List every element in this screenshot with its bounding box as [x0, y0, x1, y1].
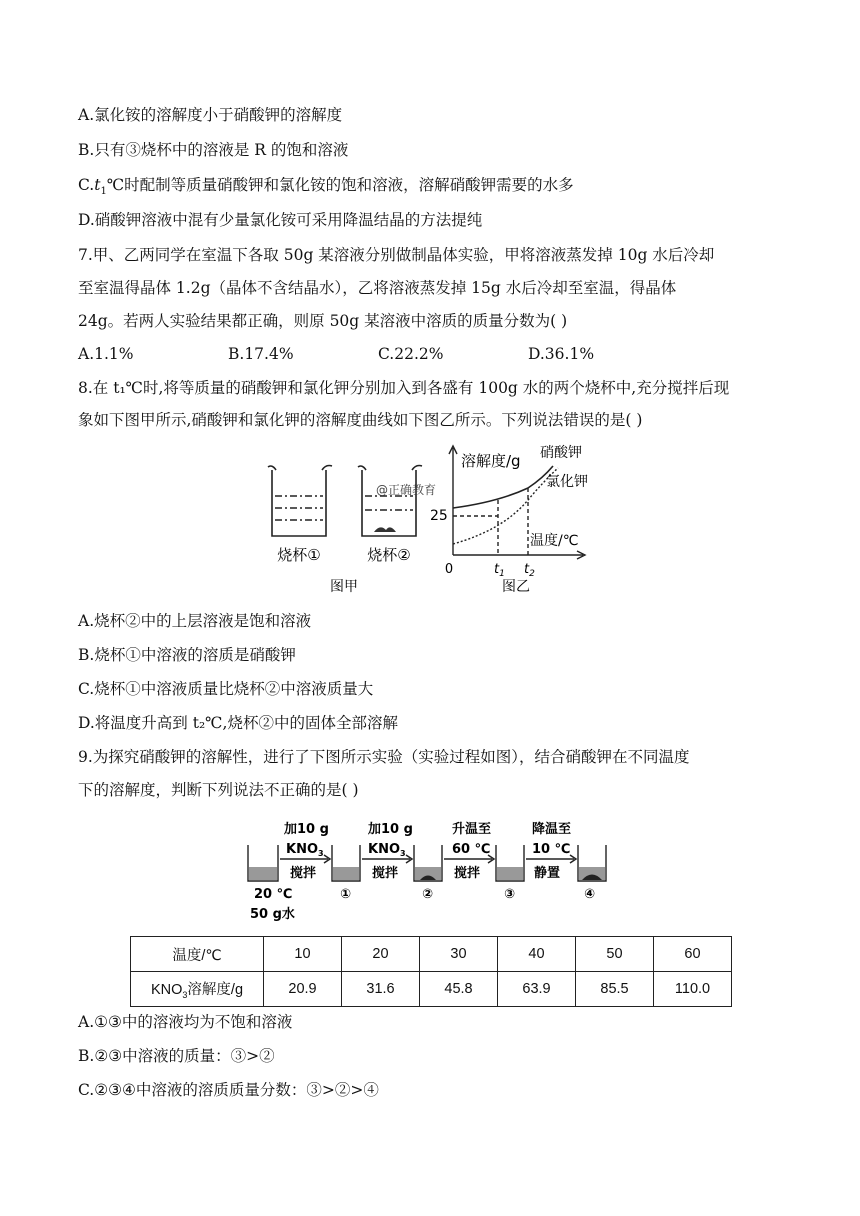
graph-origin: 0	[444, 562, 454, 577]
beaker-1-drawing	[268, 466, 332, 537]
q7-option-a: A.1.1%	[78, 345, 134, 363]
q8-figure	[258, 440, 608, 600]
curve-label-kcl: 氯化钾	[546, 474, 588, 490]
table-cell: 20	[342, 937, 420, 972]
q6-option-b: B.只有③烧杯中的溶液是 R 的饱和溶液	[78, 141, 349, 159]
step2-stir: 搅拌	[372, 866, 399, 881]
table-cell: 30	[420, 937, 498, 972]
step3-stir: 搅拌	[454, 866, 481, 881]
beaker-2-drawing	[358, 466, 422, 537]
watermark: @正确教育	[376, 483, 437, 497]
beaker-number-3: ③	[504, 887, 516, 902]
step3-temp: 60 ℃	[452, 842, 491, 857]
table-cell: 10	[264, 937, 342, 972]
start-water: 50 g水	[250, 907, 295, 922]
start-temp: 20 ℃	[254, 887, 293, 902]
table-cell: 63.9	[498, 972, 576, 1007]
graph-y-tick: 25	[430, 508, 448, 524]
table-cell: 60	[654, 937, 732, 972]
graph-x-label: 温度/℃	[530, 533, 579, 549]
step4-rest: 静置	[534, 866, 561, 881]
table-cell: 31.6	[342, 972, 420, 1007]
q8-option-d: D.将温度升高到 t₂℃,烧杯②中的固体全部溶解	[78, 714, 398, 732]
q9-stem-line1: 9.为探究硝酸钾的溶解性，进行了下图所示实验（实验过程如图），结合硝酸钾在不同温度	[78, 748, 690, 766]
table-cell: 50	[576, 937, 654, 972]
table-cell: 45.8	[420, 972, 498, 1007]
table-cell: 40	[498, 937, 576, 972]
table-row	[131, 937, 732, 972]
table-cell: 85.5	[576, 972, 654, 1007]
q7-option-c: C.22.2%	[378, 345, 444, 363]
solubility-table	[130, 936, 732, 1007]
graph-t2: $t_2$	[524, 562, 535, 579]
beaker-number-2: ②	[422, 887, 434, 902]
q9-process-diagram	[240, 815, 630, 927]
step4-temp: 10 ℃	[532, 842, 571, 857]
q8-stem-line2: 象如下图甲所示,硝酸钾和氯化钾的溶解度曲线如下图乙所示。下列说法错误的是( )	[78, 411, 643, 429]
q6-option-d: D.硝酸钾溶液中混有少量氯化铵可采用降温结晶的方法提纯	[78, 211, 483, 229]
table-cell: 20.9	[264, 972, 342, 1007]
step1-reagent: $KNO_3$	[286, 842, 324, 858]
q8-option-a: A.烧杯②中的上层溶液是饱和溶液	[78, 612, 312, 630]
q8-option-b: B.烧杯①中溶液的溶质是硝酸钾	[78, 646, 296, 664]
q7-stem-line2: 至室温得晶体 1.2g（晶体不含结晶水），乙将溶液蒸发掉 15g 水后冷却至室温，得晶体	[78, 279, 677, 297]
q9-option-c: C.②③④中溶液的溶质质量分数：③>②>④	[78, 1081, 379, 1099]
step2-add: 加10 g	[368, 822, 413, 837]
q6-option-c: $C.t_1℃$时配制等质量硝酸钾和氯化铵的饱和溶液，溶解硝酸钾需要的水多	[78, 176, 574, 198]
q8-stem-line1: 8.在 t₁℃时,将等质量的硝酸钾和氯化钾分别加入到各盛有 100g 水的两个烧杯中,充分搅拌后现	[78, 379, 730, 397]
figure-caption-yi: 图乙	[502, 579, 530, 595]
undissolved-solid	[374, 527, 396, 532]
q6-option-a: A.氯化铵的溶解度小于硝酸钾的溶解度	[78, 106, 343, 124]
step1-stir: 搅拌	[290, 866, 317, 881]
table-row	[131, 972, 732, 1007]
q7-stem-line3: 24g。若两人实验结果都正确，则原 50g 某溶液中溶质的质量分数为( )	[78, 312, 568, 330]
step3-heat: 升温至	[452, 822, 492, 837]
graph-y-label: 溶解度/g	[461, 452, 521, 470]
q7-option-b: B.17.4%	[228, 345, 294, 363]
figure-caption-jia: 图甲	[330, 579, 358, 595]
step2-reagent: $KNO_3$	[368, 842, 406, 858]
q9-stem-line2: 下的溶解度，判断下列说法不正确的是( )	[78, 781, 359, 799]
q8-option-c: C.烧杯①中溶液质量比烧杯②中溶液质量大	[78, 680, 374, 698]
table-cell: 110.0	[654, 972, 732, 1007]
step1-add: 加10 g	[284, 822, 329, 837]
q7-option-d: D.36.1%	[528, 345, 595, 363]
table-header-solubility: $KNO_3$溶解度/g	[131, 972, 264, 1007]
table-header-temp: 温度/℃	[131, 937, 264, 972]
q9-option-b: B.②③中溶液的质量：③>②	[78, 1047, 275, 1065]
curve-label-kno3: 硝酸钾	[540, 445, 582, 461]
beaker-1-label: 烧杯①	[277, 546, 321, 564]
q7-stem-line1: 7.甲、乙两同学在室温下各取 50g 某溶液分别做制晶体实验，甲将溶液蒸发掉 10g 水后冷却	[78, 246, 715, 264]
beaker-number-4: ④	[584, 887, 596, 902]
beaker-number-1: ①	[340, 887, 352, 902]
q9-option-a: A.①③中的溶液均为不饱和溶液	[78, 1013, 293, 1031]
step4-cool: 降温至	[532, 822, 572, 837]
beaker-2-label: 烧杯②	[367, 546, 411, 564]
graph-t1: $t_1$	[494, 562, 505, 579]
